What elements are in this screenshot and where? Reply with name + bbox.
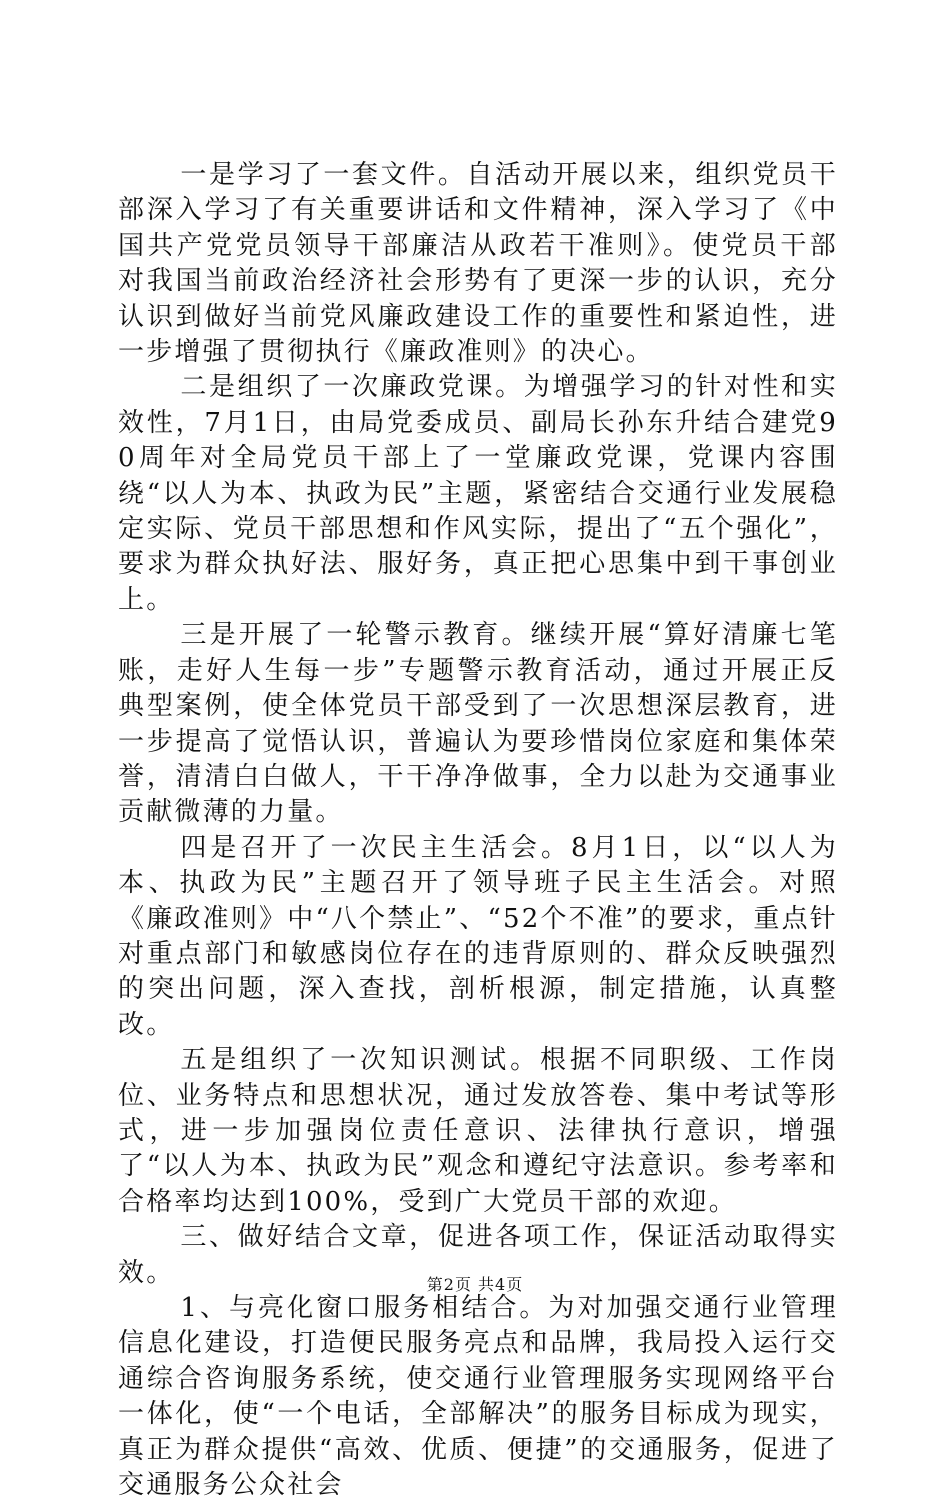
paragraph-democratic-meeting: 四是召开了一次民主生活会。8月1日，以“以人为本、执政为民”主题召开了领导班子民主生活会。对照《廉政准则》中“八个禁止”、“52个不准”的要求，重点针对重点部门和敏感岗位存在的违背原则的、群众反映强烈的突出问题，深入查找，剖析根源，制定措施，认真整改。 <box>118 832 838 1040</box>
paragraph-study-documents: 一是学习了一套文件。自活动开展以来，组织党员干部深入学习了有关重要讲话和文件精神，深入学习了《中国共产党党员领导干部廉洁从政若干准则》。使党员干部对我国当前政治经济社会形势有了更深一步的认识，充分认识到做好当前党风廉政建设工作的重要性和紧迫性，进一步增强了贯彻执行《廉政准则》的决心。 <box>118 160 838 368</box>
section-heading-three: 三、做好结合文章，促进各项工作，保证活动取得实效。 <box>118 1222 838 1288</box>
paragraph-window-service: 1、与亮化窗口服务相结合。为对加强交通行业管理信息化建设，打造便民服务亮点和品牌，我局投入运行交通综合咨询服务系统，使交通行业管理服务实现网络平台一体化，使“一个电话，全部解决”的服务目标成为现实，真正为群众提供“高效、优质、便捷”的交通服务，促进了交通服务公众社会 <box>118 1293 838 1501</box>
paragraph-warning-education: 三是开展了一轮警示教育。继续开展“算好清廉七笔账，走好人生每一步”专题警示教育活动，通过开展正反典型案例，使全体党员干部受到了一次思想深层教育，进一步提高了觉悟认识，普遍认为要珍惜岗位家庭和集体荣誉，清清白白做人，干干净净做事，全力以赴为交通事业贡献微薄的力量。 <box>118 620 838 828</box>
page-number-footer: 第2页 共4页 <box>426 1275 524 1294</box>
paragraph-knowledge-test: 五是组织了一次知识测试。根据不同职级、工作岗位、业务特点和思想状况，通过发放答卷、集中考试等形式，进一步加强岗位责任意识、法律执行意识，增强了“以人为本、执政为民”观念和遵纪守法意识。参考率和合格率均达到100%，受到广大党员干部的欢迎。 <box>118 1045 838 1217</box>
document-body <box>118 158 838 1503</box>
paragraph-integrity-lecture: 二是组织了一次廉政党课。为增强学习的针对性和实效性，7月1日，由局党委成员、副局长孙东升结合建党90周年对全局党员干部上了一堂廉政党课，党课内容围绕“以人为本、执政为民”主题，紧密结合交通行业发展稳定实际、党员干部思想和作风实际，提出了“五个强化”，要求为群众执好法、服好务，真正把心思集中到干事创业上。 <box>118 372 838 615</box>
